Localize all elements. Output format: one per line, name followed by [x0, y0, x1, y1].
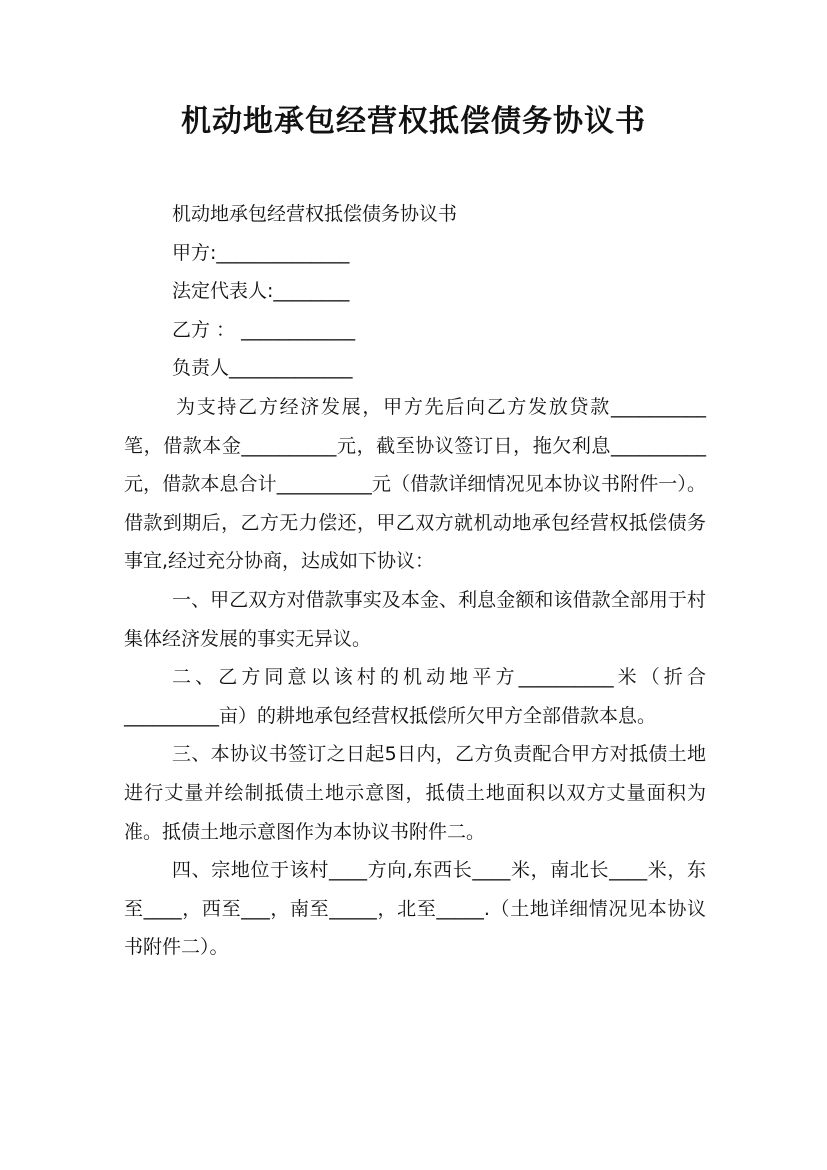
document-subtitle: 机动地承包经营权抵偿债务协议书	[172, 203, 458, 225]
document-title: 机动地承包经营权抵偿债务协议书	[181, 104, 646, 139]
clause-2-paragraph: 二、乙方同意以该村的机动地平方__________米（折合__________亩）的耕地承包经营权抵偿所欠甲方全部借款本息。	[124, 666, 706, 727]
clause-4-paragraph: 四、宗地位于该村____方向,东西长____米，南北长____米，东至____，西至___，南至_____，北至_____.（土地详细情况见本协议书附件二）。	[124, 859, 706, 959]
party-b-line: 乙方 ： ____________	[172, 318, 356, 341]
party-a-line: 甲方:______________	[172, 241, 350, 264]
preamble-paragraph: 为支持乙方经济发展，甲方先后向乙方发放贷款__________笔，借款本金__________元，截至协议签订日，拖欠利息__________元，借款本息合计__________元（借款详细情况见本协议书附件一）。借款到期后，乙方无力偿还，甲乙双方就机动地承包经营权抵偿债务事宜,经过充分协商，达成如下协议：	[124, 395, 706, 573]
clause-3-paragraph: 三、本协议书签订之日起5日内，乙方负责配合甲方对抵债土地进行丈量并绘制抵债土地示意图，抵债土地面积以双方丈量面积为准。抵债土地示意图作为本协议书附件二。	[124, 743, 706, 843]
legal-representative-line: 法定代表人:________	[172, 280, 350, 303]
person-in-charge-line: 负责人_____________	[172, 357, 353, 380]
document-body	[124, 195, 706, 967]
clause-1-paragraph: 一、甲乙双方对借款事实及本金、利息金额和该借款全部用于村集体经济发展的事实无异议。	[124, 588, 706, 650]
